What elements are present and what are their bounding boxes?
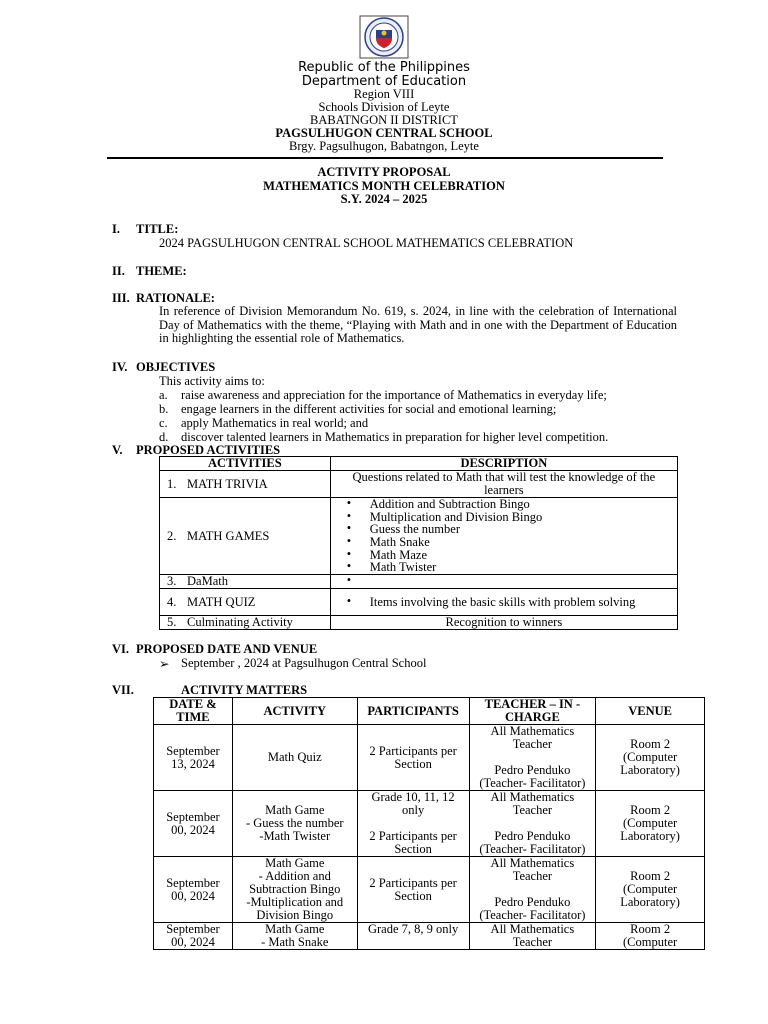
activity-line: Math Game (265, 803, 325, 817)
section-2-number: II. (112, 264, 125, 278)
section-4-number: IV. (112, 360, 128, 374)
activity-line: Math Quiz (267, 750, 322, 764)
teacher-line: All Mathematics Teacher (490, 856, 575, 883)
activity-name: DaMath (187, 574, 228, 588)
cell-participants (357, 923, 469, 950)
activity-description: Questions related to Math that will test the knowledge of the learners (330, 471, 677, 498)
header-region: Region VIII (353, 87, 415, 101)
section-3-heading: RATIONALE: (136, 291, 215, 305)
list-item: • Math Maze (334, 549, 674, 562)
description-column-header: DESCRIPTION (330, 457, 677, 471)
section-5-number: V. (112, 443, 123, 457)
section-1-text: 2024 PAGSULHUGON CENTRAL SCHOOL MATHEMATICS CELEBRATION (159, 236, 574, 250)
header-division: Schools Division of Leyte (318, 100, 450, 114)
objective-marker: d. (159, 430, 169, 444)
header-teacher-in-charge: TEACHER – IN - CHARGE (469, 698, 596, 725)
venue-line: (Computer (623, 882, 678, 896)
header-district: BABATNGON II DISTRICT (310, 113, 458, 127)
venue-line: (Computer (623, 935, 678, 949)
venue-line: (Computer (623, 750, 678, 764)
activity-line: - Addition and Subtraction Bingo (249, 869, 341, 896)
list-item: • Math Snake (334, 536, 674, 549)
deped-seal (359, 15, 409, 59)
list-item: • Multiplication and Division Bingo (334, 511, 674, 524)
list-item: • Guess the number (334, 523, 674, 536)
venue-line: Laboratory) (620, 895, 680, 909)
activity-name: MATH TRIVIA (187, 476, 268, 491)
teacher-line: All Mathematics Teacher (490, 724, 575, 751)
venue-line: Laboratory) (620, 829, 680, 843)
cell-activity (232, 725, 357, 791)
table-row (160, 616, 678, 630)
section-6-number: VI. (112, 642, 130, 656)
header-rule (107, 157, 663, 159)
cell-date: September 13, 2024 (154, 725, 233, 791)
activity-number: 3. (167, 574, 177, 588)
section-1-heading: TITLE: (136, 222, 179, 236)
activity-line: Math Game (265, 856, 325, 870)
section-5-heading: PROPOSED ACTIVITIES (136, 443, 281, 457)
venue-line: Room 2 (630, 803, 671, 817)
list-item: • Addition and Subtraction Bingo (334, 498, 674, 511)
cell-venue (596, 923, 705, 950)
activity-description (330, 575, 677, 589)
arrow-bullet-icon: ➢ (159, 657, 170, 671)
cell-venue (596, 857, 705, 923)
date-venue-text: September , 2024 at Pagsulhugon Central School (181, 656, 427, 670)
cell-teacher (469, 923, 596, 950)
cell-teacher (469, 725, 596, 791)
section-4-heading: OBJECTIVES (136, 360, 216, 374)
venue-line: Room 2 (630, 922, 671, 936)
participants-line: 2 Participants per Section (369, 743, 457, 771)
activity-number: 5. (167, 615, 177, 629)
header-republic: Republic of the Philippines (298, 60, 470, 75)
activity-matters-table (153, 697, 705, 950)
table-row (160, 498, 678, 575)
objective-marker: b. (159, 402, 169, 416)
activity-number: 1. (167, 476, 177, 491)
cell-date: September 00, 2024 (154, 857, 233, 923)
cell-activity (232, 923, 357, 950)
teacher-line: Pedro Penduko (494, 763, 571, 777)
doc-school-year: S.Y. 2024 – 2025 (340, 192, 428, 206)
activity-name: MATH GAMES (187, 528, 270, 543)
cell-participants (357, 725, 469, 791)
cell-activity (232, 857, 357, 923)
table-row (154, 791, 705, 857)
objective-text: discover talented learners in Mathematics in preparation for higher level competition. (181, 430, 609, 444)
activity-line: -Math Twister (259, 829, 331, 843)
list-item: • Items involving the basic skills with problem solving (334, 596, 674, 609)
section-6-heading: PROPOSED DATE AND VENUE (136, 642, 318, 656)
section-3-number: III. (112, 291, 130, 305)
cell-date: September 00, 2024 (154, 791, 233, 857)
section-7-number: VII. (112, 683, 134, 697)
table-row (160, 471, 678, 498)
doc-subtitle: MATHEMATICS MONTH CELEBRATION (263, 179, 505, 193)
teacher-line: (Teacher- Facilitator) (479, 776, 586, 790)
objective-text: raise awareness and appreciation for the importance of Mathematics in everyday life; (181, 388, 607, 402)
section-2-heading: THEME: (136, 264, 187, 278)
teacher-line: (Teacher- Facilitator) (479, 908, 586, 922)
section-3-text: In reference of Division Memorandum No. 619, s. 2024, in line with the celebration of International Day of Mathematics with the theme, “Playing with Math and in one with the Department of Education in highlighting the essential role of Mathematics. (159, 304, 677, 345)
activities-table (159, 456, 678, 630)
table-row (154, 857, 705, 923)
activity-line: - Math Snake (261, 935, 329, 949)
objective-marker: c. (159, 416, 168, 430)
doc-title: ACTIVITY PROPOSAL (317, 165, 451, 179)
venue-line: (Computer (623, 816, 678, 830)
teacher-line: (Teacher- Facilitator) (479, 842, 586, 856)
cell-venue (596, 791, 705, 857)
table-row (160, 575, 678, 589)
list-item (334, 575, 674, 588)
activity-description (330, 589, 677, 616)
cell-activity (232, 791, 357, 857)
venue-line: Room 2 (630, 737, 671, 751)
teacher-line: Pedro Penduko (494, 895, 571, 909)
header-school: PAGSULHUGON CENTRAL SCHOOL (275, 126, 493, 140)
activity-description (330, 498, 677, 575)
objective-text: apply Mathematics in real world; and (181, 416, 369, 430)
cell-participants (357, 791, 469, 857)
table-row (154, 923, 705, 950)
section-1-number: I. (112, 222, 120, 236)
cell-participants (357, 857, 469, 923)
activity-description: Recognition to winners (330, 616, 677, 630)
activity-line: Math Game (265, 922, 325, 936)
objective-text: engage learners in the different activities for social and emotional learning; (181, 402, 557, 416)
activity-name: MATH QUIZ (187, 594, 256, 609)
activity-number: 2. (167, 528, 177, 543)
math-games-list (334, 498, 674, 574)
venue-line: Laboratory) (620, 763, 680, 777)
header-activity: ACTIVITY (232, 698, 357, 725)
header-participants: PARTICIPANTS (357, 698, 469, 725)
participants-line: 2 Participants per Section (369, 875, 457, 903)
activity-line: -Multiplication and Division Bingo (246, 895, 344, 922)
list-item: • Math Twister (334, 561, 674, 574)
participants-line: Grade 10, 11, 12 only (371, 790, 455, 817)
section-7-heading: ACTIVITY MATTERS (181, 683, 308, 697)
activity-line: - Guess the number (245, 816, 344, 830)
activities-column-header: ACTIVITIES (160, 457, 331, 471)
teacher-line: All Mathematics Teacher (490, 790, 575, 817)
cell-teacher (469, 791, 596, 857)
activity-name: Culminating Activity (187, 615, 293, 629)
header-address: Brgy. Pagsulhugon, Babatngon, Leyte (289, 139, 479, 153)
participants-line: 2 Participants per Section (369, 829, 457, 856)
table-row (160, 589, 678, 616)
header-venue: VENUE (596, 698, 705, 725)
table-row (154, 725, 705, 791)
activity-number: 4. (167, 594, 177, 609)
venue-line: Room 2 (630, 869, 671, 883)
header-department: Department of Education (301, 74, 467, 89)
objectives-intro: This activity aims to: (159, 374, 265, 388)
teacher-line: Pedro Penduko (494, 829, 571, 843)
cell-date: September 00, 2024 (154, 923, 233, 950)
participants-line: Grade 7, 8, 9 only (367, 922, 459, 936)
header-date-time: DATE & TIME (154, 698, 233, 725)
cell-venue (596, 725, 705, 791)
objective-marker: a. (159, 388, 168, 402)
cell-teacher (469, 857, 596, 923)
teacher-line: All Mathematics Teacher (490, 922, 575, 949)
